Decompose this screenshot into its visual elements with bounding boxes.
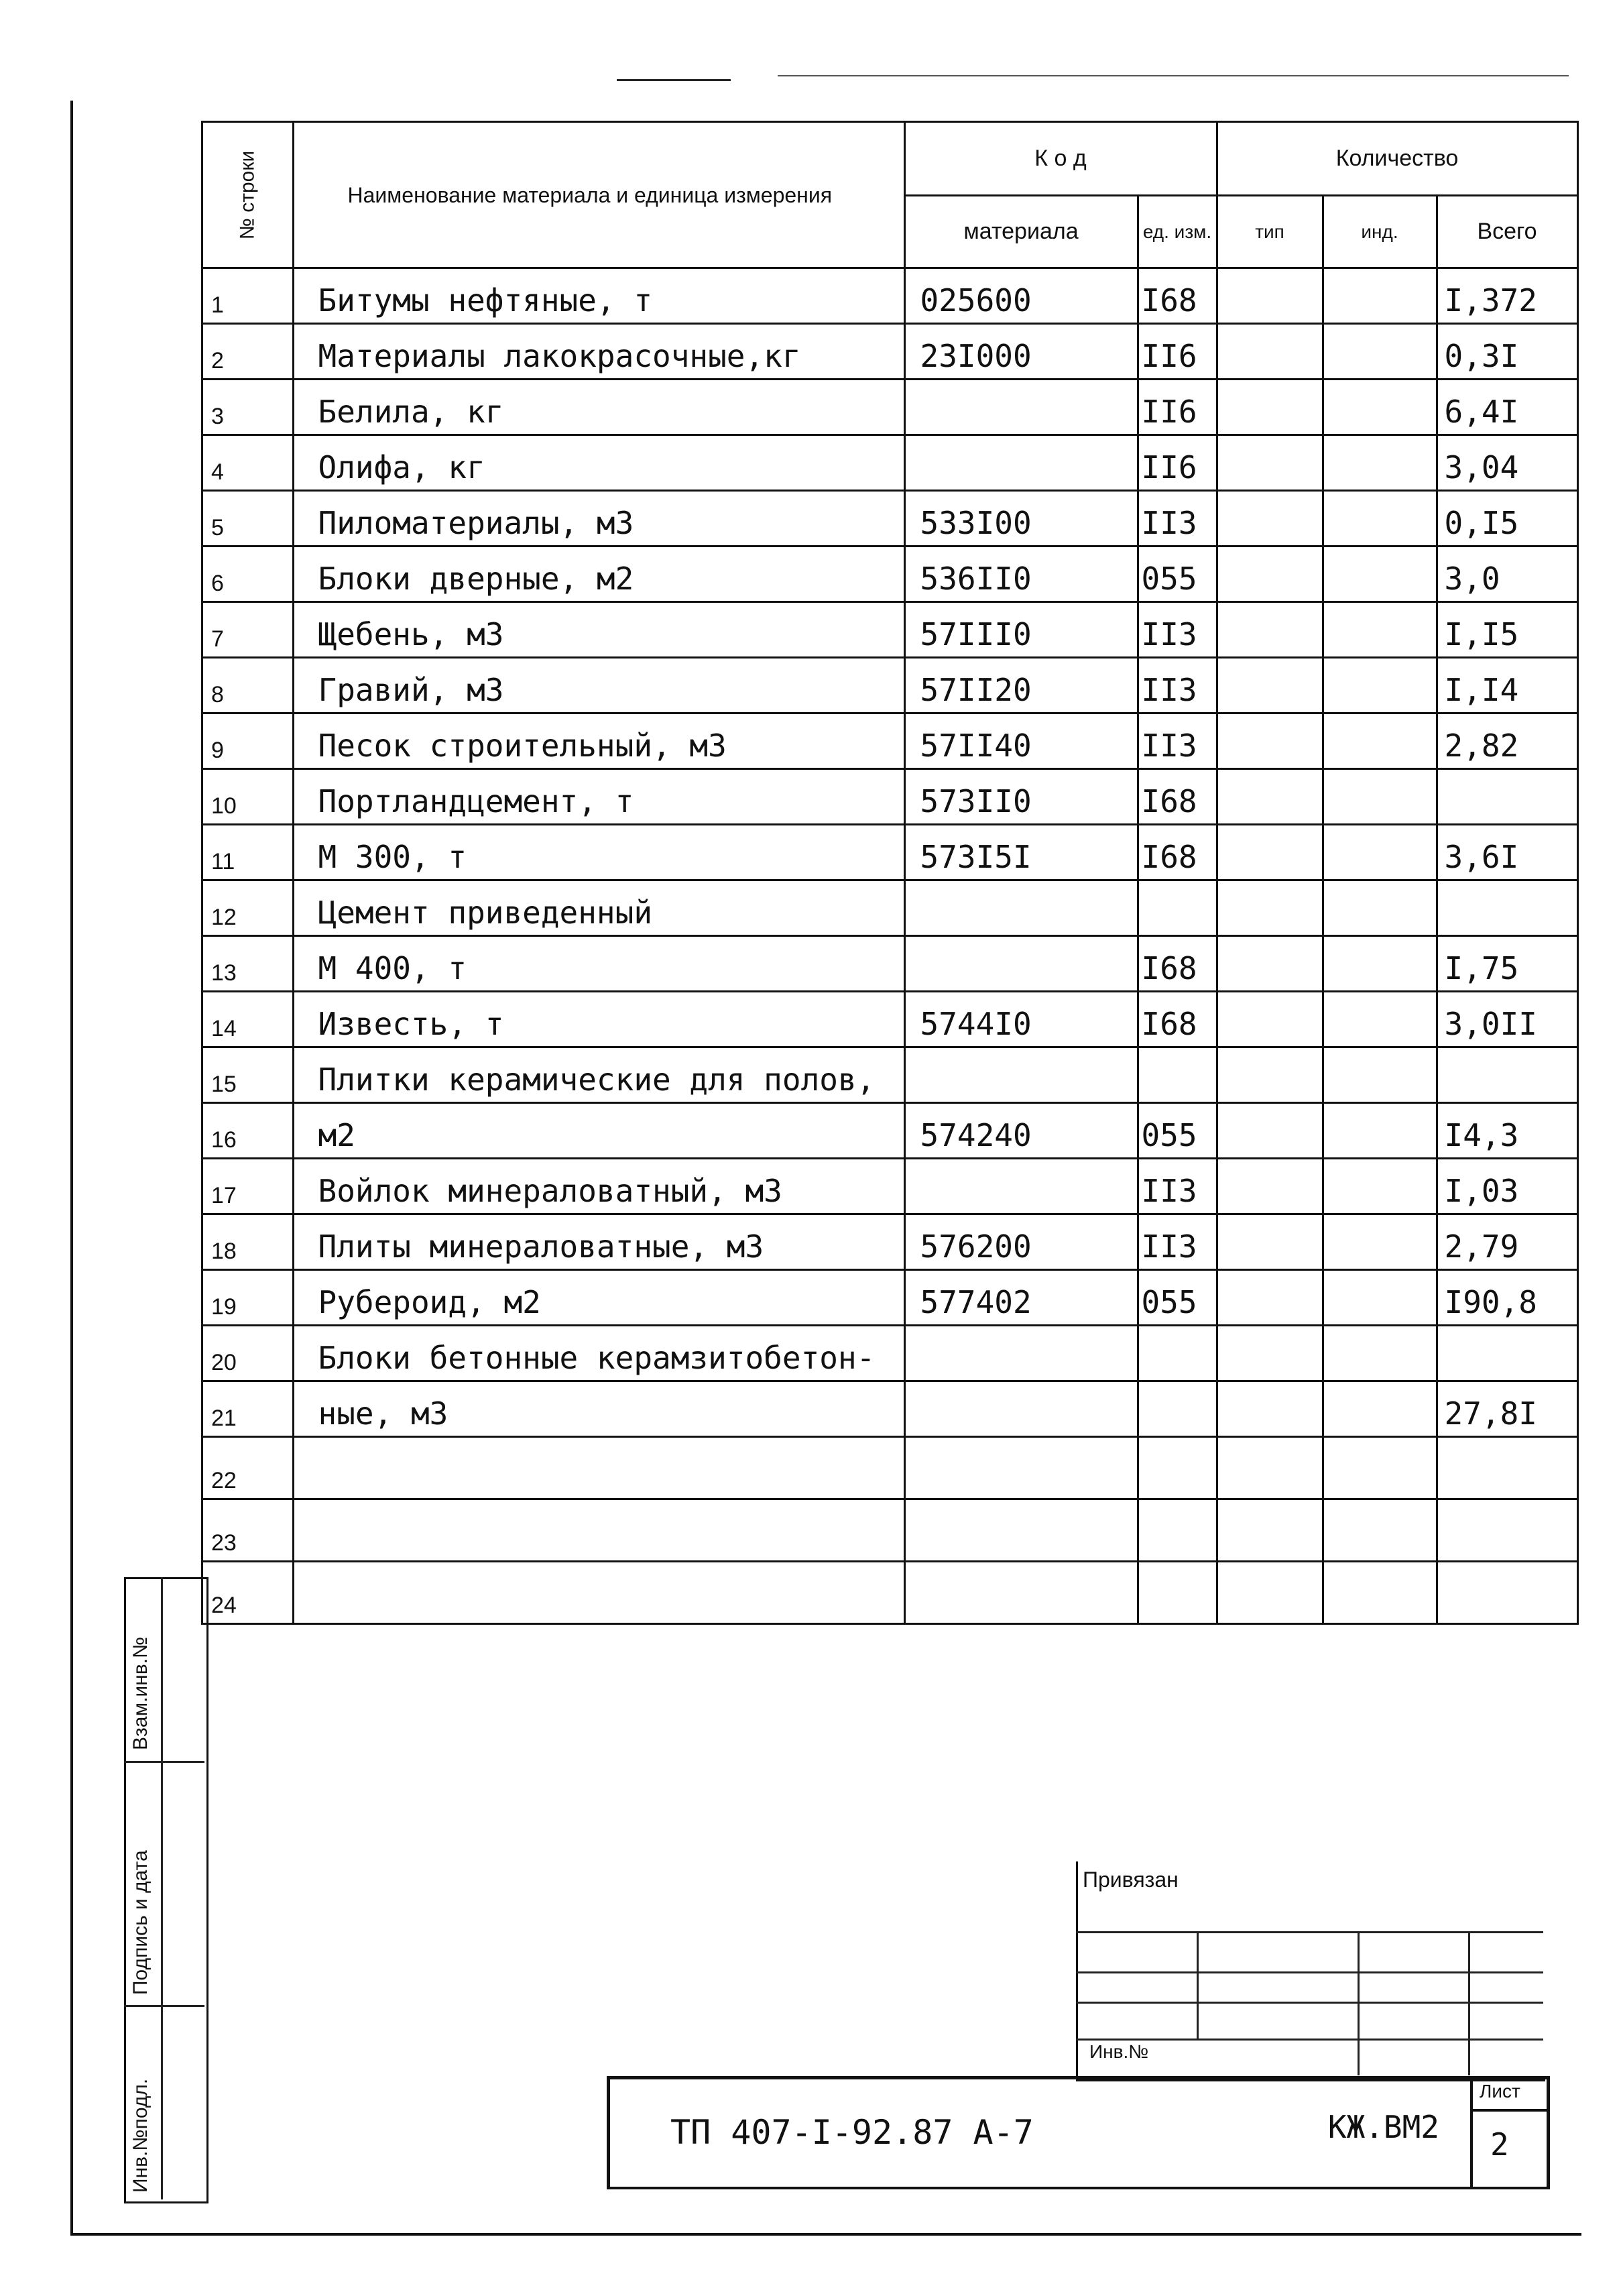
individual-cell [1323, 380, 1437, 435]
individual-cell [1323, 491, 1437, 547]
unit-code-cell: 055 [1138, 547, 1217, 602]
attached-label: Привязан [1083, 1868, 1179, 1892]
table-row [202, 324, 1578, 380]
total-cell: I4,3 [1437, 1103, 1577, 1159]
table-row [202, 547, 1578, 602]
row-number-cell: 6 [202, 547, 294, 602]
total-cell [1437, 1562, 1577, 1624]
row-number-cell: 10 [202, 769, 294, 825]
type-cell [1217, 1499, 1323, 1562]
individual-cell [1323, 1047, 1437, 1103]
unit-code-cell: II3 [1138, 491, 1217, 547]
unit-code-cell: I68 [1138, 769, 1217, 825]
type-cell [1217, 1103, 1323, 1159]
unit-code-cell: II3 [1138, 602, 1217, 658]
table-row [202, 1499, 1578, 1562]
unit-code-cell [1138, 880, 1217, 936]
material-name-cell [293, 1437, 904, 1499]
document-code: ТП 407-I-92.87 А-7 [670, 2113, 1034, 2152]
material-code-cell: 536II0 [904, 547, 1138, 602]
material-name-cell: Плиты минераловатные, м3 [293, 1214, 904, 1270]
stamp-vline-3 [1468, 1931, 1470, 2075]
material-name-cell: Рубероид, м2 [293, 1270, 904, 1326]
row-number-cell: 19 [202, 1270, 294, 1326]
table-row [202, 380, 1578, 435]
total-cell: 6,4I [1437, 380, 1577, 435]
type-cell [1217, 324, 1323, 380]
type-cell [1217, 880, 1323, 936]
row-number-cell: 14 [202, 992, 294, 1047]
table-row [202, 658, 1578, 713]
type-cell [1217, 1562, 1323, 1624]
type-cell [1217, 1381, 1323, 1437]
material-name-cell: Песок строительный, м3 [293, 713, 904, 769]
table-row [202, 268, 1578, 324]
total-cell: 3,0II [1437, 992, 1577, 1047]
type-cell [1217, 1214, 1323, 1270]
materials-table-wrapper [201, 121, 1579, 1625]
individual-cell [1323, 268, 1437, 324]
individual-cell [1323, 324, 1437, 380]
top-rule-left [617, 79, 731, 81]
replace-inv-label: Взам.инв.№ [129, 1636, 152, 1750]
unit-code-cell: II3 [1138, 658, 1217, 713]
table-row [202, 1562, 1578, 1624]
material-code-cell: 23I000 [904, 324, 1138, 380]
stamp-line-2 [1076, 1971, 1543, 1973]
material-name-cell: М 400, т [293, 936, 904, 992]
type-cell [1217, 491, 1323, 547]
unit-code-cell: I68 [1138, 992, 1217, 1047]
material-name-cell: Пиломатериалы, м3 [293, 491, 904, 547]
row-number-cell: 16 [202, 1103, 294, 1159]
total-cell [1437, 1047, 1577, 1103]
material-name-cell: Битумы нефтяные, т [293, 268, 904, 324]
type-cell [1217, 602, 1323, 658]
individual-cell [1323, 992, 1437, 1047]
material-code-cell [904, 435, 1138, 491]
unit-code-cell: II3 [1138, 1159, 1217, 1214]
material-code-cell: 5744I0 [904, 992, 1138, 1047]
unit-code-cell [1138, 1437, 1217, 1499]
type-cell [1217, 825, 1323, 880]
type-cell [1217, 936, 1323, 992]
row-number-cell: 20 [202, 1326, 294, 1381]
unit-code-cell [1138, 1326, 1217, 1381]
type-cell [1217, 658, 1323, 713]
total-cell: 3,04 [1437, 435, 1577, 491]
material-code-cell: 574240 [904, 1103, 1138, 1159]
total-cell [1437, 1326, 1577, 1381]
material-code-cell [904, 1047, 1138, 1103]
total-cell: 3,0 [1437, 547, 1577, 602]
total-cell: 3,6I [1437, 825, 1577, 880]
unit-code-cell: II6 [1138, 380, 1217, 435]
top-rule-right [778, 75, 1569, 76]
table-row [202, 1214, 1578, 1270]
material-code-cell [904, 1159, 1138, 1214]
row-number-cell: 21 [202, 1381, 294, 1437]
stamp-vline-1 [1197, 1931, 1199, 2039]
side-col-divider [161, 1577, 163, 2199]
total-cell: 2,82 [1437, 713, 1577, 769]
total-cell [1437, 880, 1577, 936]
title-block [607, 2076, 1550, 2189]
table-row [202, 1381, 1578, 1437]
material-code-cell: 576200 [904, 1214, 1138, 1270]
table-row [202, 1159, 1578, 1214]
material-code-cell [904, 1499, 1138, 1562]
total-cell [1437, 1499, 1577, 1562]
material-name-cell: М 300, т [293, 825, 904, 880]
total-cell: 0,3I [1437, 324, 1577, 380]
material-code-cell: 573I5I [904, 825, 1138, 880]
material-code-cell: 573II0 [904, 769, 1138, 825]
type-cell [1217, 769, 1323, 825]
table-row [202, 713, 1578, 769]
material-name-cell [293, 1499, 904, 1562]
material-name-cell: Цемент приведенный [293, 880, 904, 936]
material-code-header: материала [904, 196, 1138, 268]
stamp-line-4 [1076, 2039, 1543, 2041]
row-number-cell: 12 [202, 880, 294, 936]
row-number-cell: 22 [202, 1437, 294, 1499]
table-row [202, 992, 1578, 1047]
unit-code-cell: I68 [1138, 936, 1217, 992]
table-row [202, 491, 1578, 547]
unit-code-cell [1138, 1499, 1217, 1562]
row-number-header: № строки [202, 122, 294, 268]
table-row [202, 1437, 1578, 1499]
unit-code-cell [1138, 1381, 1217, 1437]
material-code-cell [904, 380, 1138, 435]
material-code-cell: 533I00 [904, 491, 1138, 547]
unit-code-cell: I68 [1138, 268, 1217, 324]
row-number-cell: 11 [202, 825, 294, 880]
table-row [202, 1047, 1578, 1103]
individual-cell [1323, 769, 1437, 825]
row-number-cell: 4 [202, 435, 294, 491]
total-cell: I,I4 [1437, 658, 1577, 713]
row-number-cell: 23 [202, 1499, 294, 1562]
table-row [202, 1270, 1578, 1326]
type-cell [1217, 713, 1323, 769]
table-row [202, 880, 1578, 936]
individual-cell [1323, 1326, 1437, 1381]
individual-cell [1323, 713, 1437, 769]
material-name-cell: Войлок минераловатный, м3 [293, 1159, 904, 1214]
individual-cell [1323, 1159, 1437, 1214]
type-cell [1217, 992, 1323, 1047]
sheet-label: Лист [1480, 2081, 1520, 2102]
total-cell: 27,8I [1437, 1381, 1577, 1437]
individual-cell [1323, 880, 1437, 936]
material-name-cell: Блоки бетонные керамзитобетон- [293, 1326, 904, 1381]
unit-code-cell: II6 [1138, 435, 1217, 491]
sheet-box [1470, 2079, 1547, 2187]
material-code-cell: 577402 [904, 1270, 1138, 1326]
table-row [202, 769, 1578, 825]
material-code-cell: 57II40 [904, 713, 1138, 769]
total-cell: I90,8 [1437, 1270, 1577, 1326]
material-code-cell [904, 880, 1138, 936]
material-name-cell: м2 [293, 1103, 904, 1159]
unit-code-cell [1138, 1047, 1217, 1103]
row-number-cell: 17 [202, 1159, 294, 1214]
material-name-cell: ные, м3 [293, 1381, 904, 1437]
stamp-line-1 [1076, 1931, 1543, 1933]
individual-header: инд. [1323, 196, 1437, 268]
total-cell: I,75 [1437, 936, 1577, 992]
type-cell [1217, 268, 1323, 324]
name-header: Наименование материала и единица измерения [293, 122, 904, 268]
sheet-number: 2 [1490, 2126, 1509, 2163]
code-header: К о д [904, 122, 1217, 196]
type-cell [1217, 380, 1323, 435]
unit-header: ед. изм. [1138, 196, 1217, 268]
material-code-cell: 57III0 [904, 602, 1138, 658]
row-number-cell: 2 [202, 324, 294, 380]
type-cell [1217, 1270, 1323, 1326]
material-code-cell [904, 1326, 1138, 1381]
type-cell [1217, 547, 1323, 602]
row-number-cell: 1 [202, 268, 294, 324]
sheet-divider [1473, 2109, 1547, 2112]
row-number-cell: 3 [202, 380, 294, 435]
material-code-cell [904, 1437, 1138, 1499]
material-name-cell [293, 1562, 904, 1624]
stamp-line-3 [1076, 2002, 1543, 2004]
material-name-cell: Портландцемент, т [293, 769, 904, 825]
type-cell [1217, 1326, 1323, 1381]
side-divider-2 [124, 2005, 204, 2007]
individual-cell [1323, 1103, 1437, 1159]
type-cell [1217, 435, 1323, 491]
row-number-cell: 15 [202, 1047, 294, 1103]
sign-date-label: Подпись и дата [129, 1850, 152, 1995]
individual-cell [1323, 1270, 1437, 1326]
total-cell: 2,79 [1437, 1214, 1577, 1270]
individual-cell [1323, 1499, 1437, 1562]
table-row [202, 1103, 1578, 1159]
material-name-cell: Гравий, м3 [293, 658, 904, 713]
material-name-cell: Известь, т [293, 992, 904, 1047]
side-divider-1 [124, 1761, 204, 1763]
unit-code-cell: II6 [1138, 324, 1217, 380]
unit-code-cell [1138, 1562, 1217, 1624]
individual-cell [1323, 435, 1437, 491]
row-number-cell: 9 [202, 713, 294, 769]
table-row [202, 936, 1578, 992]
material-name-cell: Плитки керамические для полов, [293, 1047, 904, 1103]
material-code-cell [904, 1381, 1138, 1437]
total-cell: I,03 [1437, 1159, 1577, 1214]
stamp-vline-2 [1358, 1931, 1360, 2075]
material-name-cell: Белила, кг [293, 380, 904, 435]
document-mark: КЖ.ВМ2 [1327, 2109, 1439, 2145]
unit-code-cell: 055 [1138, 1270, 1217, 1326]
type-cell [1217, 1437, 1323, 1499]
individual-cell [1323, 547, 1437, 602]
individual-cell [1323, 1437, 1437, 1499]
total-cell: I,372 [1437, 268, 1577, 324]
row-number-cell: 24 [202, 1562, 294, 1624]
total-header: Всего [1437, 196, 1577, 268]
material-code-cell [904, 936, 1138, 992]
total-cell [1437, 1437, 1577, 1499]
table-row [202, 602, 1578, 658]
type-cell [1217, 1159, 1323, 1214]
table-row [202, 435, 1578, 491]
individual-cell [1323, 1214, 1437, 1270]
inv-label: Инв.№ [1089, 2041, 1149, 2062]
row-number-cell: 18 [202, 1214, 294, 1270]
quantity-header: Количество [1217, 122, 1577, 196]
total-cell: I,I5 [1437, 602, 1577, 658]
material-name-cell: Блоки дверные, м2 [293, 547, 904, 602]
materials-table [201, 121, 1579, 1625]
individual-cell [1323, 1562, 1437, 1624]
type-header: тип [1217, 196, 1323, 268]
row-number-cell: 8 [202, 658, 294, 713]
material-name-cell: Щебень, м3 [293, 602, 904, 658]
inv-original-label: Инв.№подл. [129, 2078, 152, 2193]
individual-cell [1323, 1381, 1437, 1437]
unit-code-cell: II3 [1138, 713, 1217, 769]
row-number-cell: 13 [202, 936, 294, 992]
material-code-cell: 57II20 [904, 658, 1138, 713]
material-name-cell: Материалы лакокрасочные,кг [293, 324, 904, 380]
row-number-cell: 7 [202, 602, 294, 658]
row-number-cell: 5 [202, 491, 294, 547]
unit-code-cell: I68 [1138, 825, 1217, 880]
table-row [202, 1326, 1578, 1381]
unit-code-cell: 055 [1138, 1103, 1217, 1159]
material-code-cell [904, 1562, 1138, 1624]
unit-code-cell: II3 [1138, 1214, 1217, 1270]
total-cell [1437, 769, 1577, 825]
material-code-cell: 025600 [904, 268, 1138, 324]
individual-cell [1323, 658, 1437, 713]
material-name-cell: Олифа, кг [293, 435, 904, 491]
individual-cell [1323, 825, 1437, 880]
individual-cell [1323, 936, 1437, 992]
total-cell: 0,I5 [1437, 491, 1577, 547]
type-cell [1217, 1047, 1323, 1103]
table-row [202, 825, 1578, 880]
individual-cell [1323, 602, 1437, 658]
